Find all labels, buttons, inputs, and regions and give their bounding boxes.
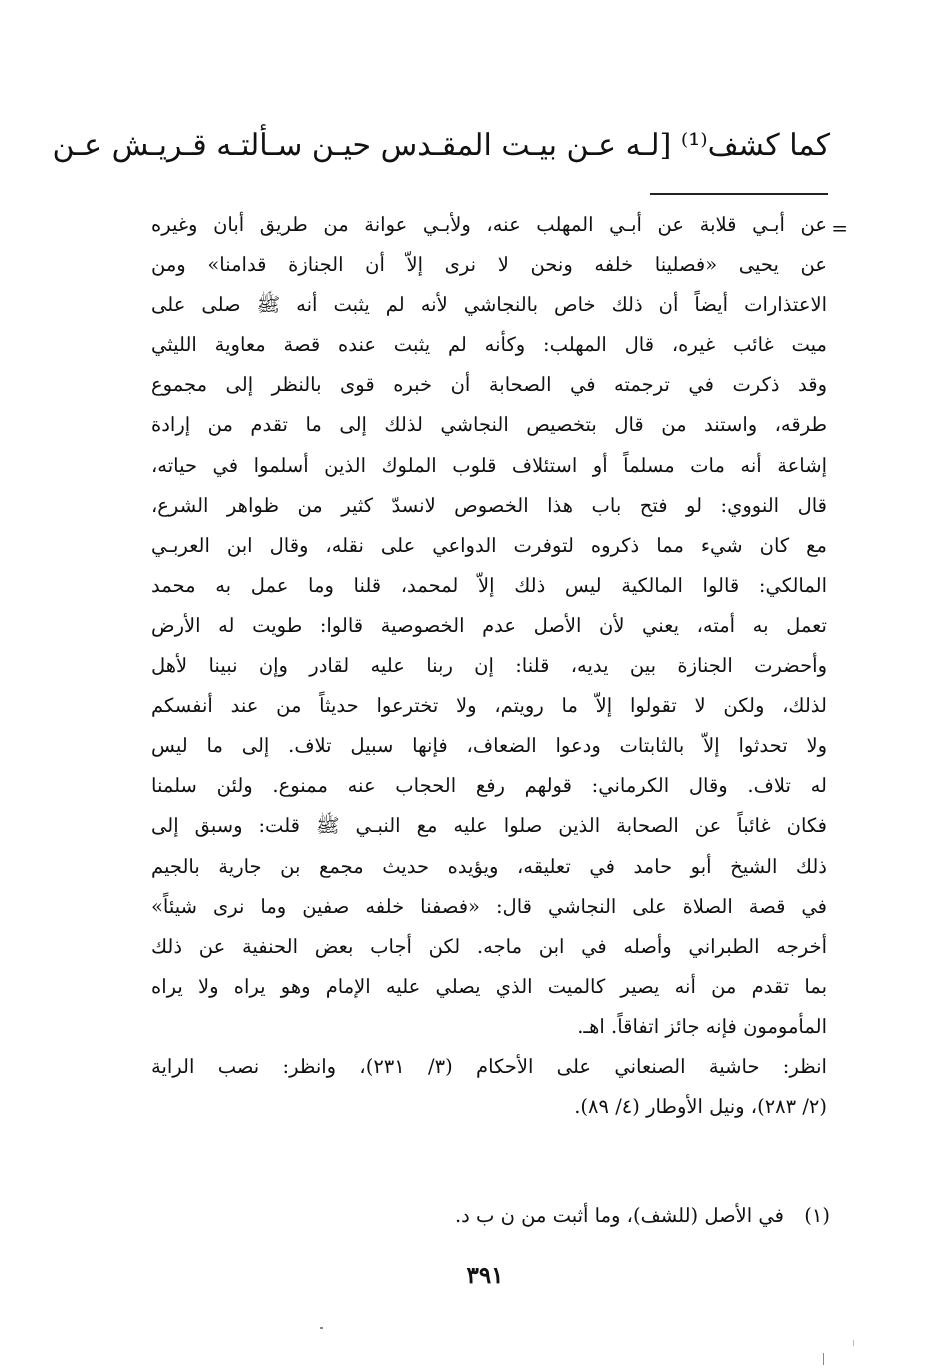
footnote-line: وأحضرت الجنازة بين يديه، قلنا: إن ربنا عليه لقادر وإن نبينا لأهل <box>151 654 827 678</box>
scan-speck <box>853 1340 854 1346</box>
footnote-line: له تلاف. وقال الكرماني: قولهم رفع الحجاب عنه ممنوع. ولئن سلمنا <box>151 774 827 798</box>
footnote-1-number: (١) <box>804 1204 830 1227</box>
scan-speck <box>823 1353 824 1365</box>
footnote-line: فكان غائباً عن الصحابة الذين صلوا عليه مع النبـي ﷺ قلت: وسبق إلى <box>151 814 827 838</box>
footnote-line: مع كان شيء مما ذكروه لتوفرت الدواعي على نقله، وقال ابن العربـي <box>151 533 827 557</box>
footnote-line: ولا تحدثوا إلاّ بالثابتات ودعوا الضعاف، فإنها سبيل تلاف. إلى ما ليس <box>151 734 827 758</box>
footnote-line: في قصة الصلاة على النجاشي قال: «فصفنا خلفه صفين وما نرى شيئاً» <box>151 894 827 918</box>
footnote-line: الاعتذارات أيضاً أن ذلك خاص بالنجاشي لأنه لم يثبت أنه ﷺ صلى على <box>151 293 827 317</box>
footnote-separator <box>650 193 828 195</box>
footnote-line: (٢/ ٢٨٣)، ونيل الأوطار (٤/ ٨٩). <box>574 1095 827 1119</box>
footnote-line: قال النووي: لو فتح باب هذا الخصوص لانسدّ كثير من ظواهر الشرع، <box>151 493 827 517</box>
footnote-line: المالكي: قالوا المالكية ليس ذلك إلاّ لمحمد، قلنا وما عمل به محمد <box>151 573 827 597</box>
main-text-line: كما كشف⁽¹⁾ [لـه عـن بيـت المقـدس حيـن سـألتـه قـريـش عـن <box>52 128 830 163</box>
footnote-line: عن أبـي قلابة عن أبـي المهلب عنه، ولأبـي عوانة من طريق أبان وغيره <box>151 213 827 236</box>
footnote-line: أخرجه الطبراني وأصله في ابن ماجه. لكن أجاب بعض الحنفية عن ذلك <box>151 934 827 958</box>
footnote-line: ذلك الشيخ أبو حامد في تعليقه، ويؤيده حديث مجمع بن جارية بالجيم <box>151 854 827 878</box>
scan-speck <box>320 1327 323 1329</box>
footnote-continued <box>151 205 827 1127</box>
footnote-line: انظر: حاشية الصنعاني على الأحكام (٣/ ٢٣١)، وانظر: نصب الراية <box>151 1054 827 1078</box>
footnote-line: ميت غائب غيره، قال المهلب: وكأنه لم يثبت عنده قصة معاوية الليثي <box>151 333 827 357</box>
footnote-line: وقد ذكرت في ترجمته في الصحابة أن خبره قوى بالنظر إلى مجموع <box>151 373 827 397</box>
footnote-line: عن يحيى «فصلينا خلفه ونحن لا نرى إلاّ أن الجنازة قدامنا» ومن <box>151 253 827 277</box>
footnote-line: لذلك، ولكن لا تقولوا إلاّ ما رويتم، ولا تخترعوا حديثاً من عند أنفسكم <box>151 694 827 718</box>
footnote-1 <box>150 1196 830 1236</box>
footnote-line: بما تقدم من أنه يصير كالميت الذي يصلي عليه الإمام وهو يراه ولا يراه <box>151 974 827 998</box>
footnote-line: تعمل به أمته، يعني لأن الأصل عدم الخصوصية قالوا: طويت له الأرض <box>151 613 827 637</box>
footnote-1-text: في الأصل (للشف)، وما أثبت من ن ب د. <box>454 1204 784 1227</box>
footnote-line: طرقه، واستند من قال بتخصيص النجاشي لذلك إلى ما تقدم من إرادة <box>151 413 827 437</box>
footnote-continuation-mark: = <box>831 216 848 240</box>
footnote-line: إشاعة أنه مات مسلماً أو استئلاف قلوب الملوك الذين أسلموا في حياته، <box>151 453 827 477</box>
footnote-line: المأمومون فإنه جائز اتفاقاً. اهـ. <box>577 1014 827 1038</box>
page-number: ٣٩١ <box>466 1262 504 1289</box>
